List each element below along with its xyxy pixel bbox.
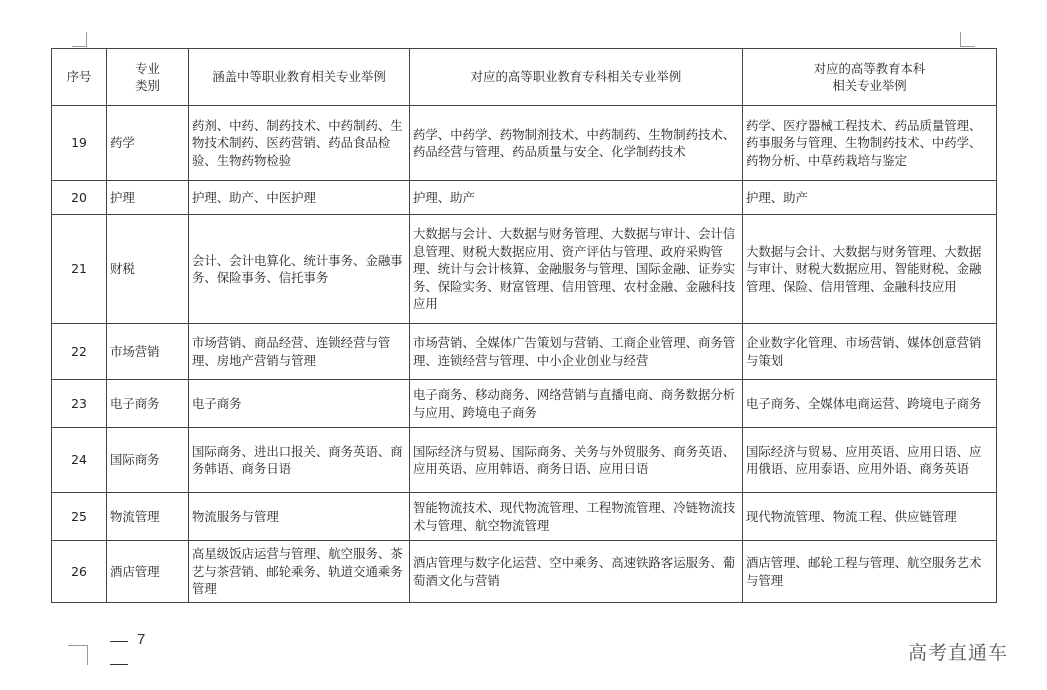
- page-number: 7: [137, 631, 146, 648]
- row-undergraduate-majors: 酒店管理、邮轮工程与管理、航空服务艺术与管理: [743, 541, 997, 603]
- majors-table: [51, 48, 997, 603]
- page-number-dash: [110, 664, 128, 665]
- row-undergraduate-majors: 现代物流管理、物流工程、供应链管理: [743, 493, 997, 541]
- row-vocational-majors: 国际经济与贸易、国际商务、关务与外贸服务、商务英语、应用英语、应用韩语、商务日语、应用日语: [410, 428, 743, 493]
- row-vocational-majors: 护理、助产: [410, 181, 743, 215]
- row-secondary-majors: 护理、助产、中医护理: [189, 181, 410, 215]
- row-category: 酒店管理: [107, 541, 189, 603]
- row-vocational-majors: 大数据与会计、大数据与财务管理、大数据与审计、会计信息管理、财税大数据应用、资产评估与管理、政府采购管理、统计与会计核算、金融服务与管理、国际金融、证券实务、保险实务、财富管理、信用管理、农村金融、金融科技应用: [410, 215, 743, 324]
- header-secondary: 涵盖中等职业教育相关专业举例: [189, 49, 410, 106]
- row-vocational-majors: 电子商务、移动商务、网络营销与直播电商、商务数据分析与应用、跨境电子商务: [410, 380, 743, 428]
- row-undergraduate-majors: 药学、医疗器械工程技术、药品质量管理、药事服务与管理、生物制药技术、中药学、药物分析、中草药栽培与鉴定: [743, 106, 997, 181]
- watermark-text: 高考直通车: [908, 642, 1009, 664]
- row-number: 22: [52, 324, 107, 380]
- crop-mark: [87, 645, 88, 665]
- table-row: [52, 380, 997, 428]
- table-row: [52, 215, 997, 324]
- table-row: [52, 181, 997, 215]
- row-category: 物流管理: [107, 493, 189, 541]
- crop-mark: [960, 46, 975, 47]
- header-category: [107, 49, 189, 106]
- row-undergraduate-majors: 大数据与会计、大数据与财务管理、大数据与审计、财税大数据应用、智能财税、金融管理、保险、信用管理、金融科技应用: [743, 215, 997, 324]
- page-number-dash: [110, 641, 128, 642]
- row-number: 19: [52, 106, 107, 181]
- table-row: [52, 541, 997, 603]
- row-vocational-majors: 药学、中药学、药物制剂技术、中药制药、生物制药技术、药品经营与管理、药品质量与安全、化学制药技术: [410, 106, 743, 181]
- row-category: 药学: [107, 106, 189, 181]
- row-category: 电子商务: [107, 380, 189, 428]
- row-number: 25: [52, 493, 107, 541]
- row-vocational-majors: 智能物流技术、现代物流管理、工程物流管理、冷链物流技术与管理、航空物流管理: [410, 493, 743, 541]
- table-row: [52, 324, 997, 380]
- header-undergraduate: [743, 49, 997, 106]
- table-row: [52, 493, 997, 541]
- header-category-text: 专业 类别: [135, 60, 160, 93]
- row-category: 护理: [107, 181, 189, 215]
- row-category: 国际商务: [107, 428, 189, 493]
- row-number: 21: [52, 215, 107, 324]
- row-category: 财税: [107, 215, 189, 324]
- row-vocational-majors: 酒店管理与数字化运营、空中乘务、高速铁路客运服务、葡萄酒文化与营销: [410, 541, 743, 603]
- row-number: 20: [52, 181, 107, 215]
- table-row: [52, 428, 997, 493]
- row-number: 26: [52, 541, 107, 603]
- crop-mark: [960, 32, 961, 47]
- row-category: 市场营销: [107, 324, 189, 380]
- row-secondary-majors: 市场营销、商品经营、连锁经营与管理、房地产营销与管理: [189, 324, 410, 380]
- row-secondary-majors: 药剂、中药、制药技术、中药制药、生物技术制药、医药营销、药品食品检验、生物药物检验: [189, 106, 410, 181]
- table-row: [52, 106, 997, 181]
- crop-mark: [68, 645, 88, 646]
- header-undergraduate-text: 对应的高等教育本科 相关专业举例: [813, 60, 926, 93]
- row-number: 23: [52, 380, 107, 428]
- row-secondary-majors: 会计、会计电算化、统计事务、金融事务、保险事务、信托事务: [189, 215, 410, 324]
- table-header-row: [52, 49, 997, 106]
- header-vocational: 对应的高等职业教育专科相关专业举例: [410, 49, 743, 106]
- row-secondary-majors: 电子商务: [189, 380, 410, 428]
- row-undergraduate-majors: 企业数字化管理、市场营销、媒体创意营销与策划: [743, 324, 997, 380]
- row-secondary-majors: 物流服务与管理: [189, 493, 410, 541]
- header-no: 序号: [52, 49, 107, 106]
- row-vocational-majors: 市场营销、全媒体广告策划与营销、工商企业管理、商务管理、连锁经营与管理、中小企业创业与经营: [410, 324, 743, 380]
- row-number: 24: [52, 428, 107, 493]
- row-undergraduate-majors: 国际经济与贸易、应用英语、应用日语、应用俄语、应用泰语、应用外语、商务英语: [743, 428, 997, 493]
- row-secondary-majors: 国际商务、进出口报关、商务英语、商务韩语、商务日语: [189, 428, 410, 493]
- row-secondary-majors: 高星级饭店运营与管理、航空服务、茶艺与茶营销、邮轮乘务、轨道交通乘务管理: [189, 541, 410, 603]
- crop-mark: [86, 32, 87, 47]
- crop-mark: [72, 46, 87, 47]
- row-undergraduate-majors: 护理、助产: [743, 181, 997, 215]
- row-undergraduate-majors: 电子商务、全媒体电商运营、跨境电子商务: [743, 380, 997, 428]
